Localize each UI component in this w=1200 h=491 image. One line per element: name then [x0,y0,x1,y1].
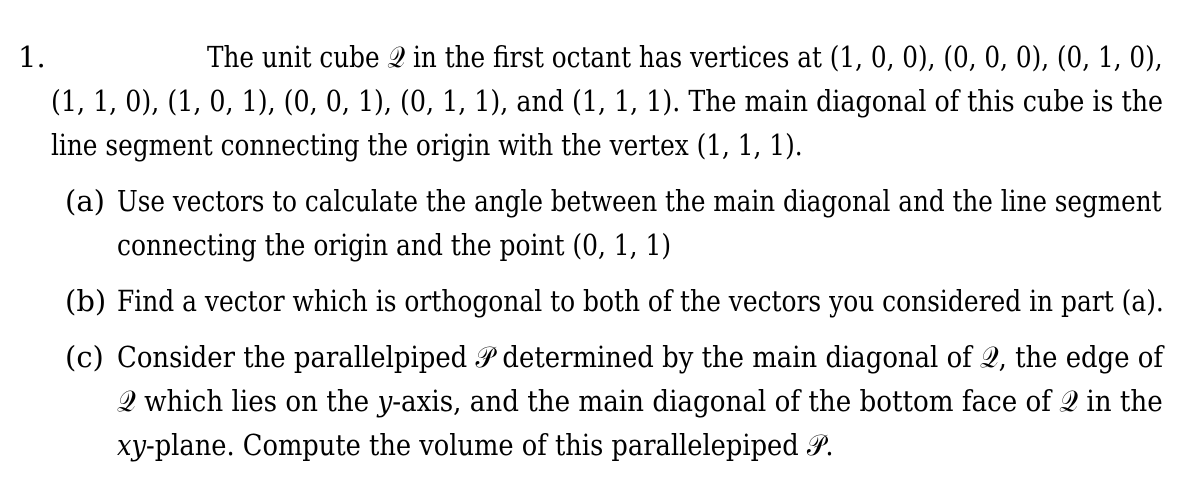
part-c-line-3: 𝑥𝑦-plane. Compute the volume of this parallelepiped 𝒫. [117,428,834,462]
intro-line-1: The unit cube 𝒬 in the first octant has vertices at (1, 0, 0), (0, 0, 0), (0, 1, 0), [207,40,1163,74]
part-a-line-1: Use vectors to calculate the angle between the main diagonal and the line segment [117,184,1162,218]
part-b-label: (b) [65,284,107,318]
part-c-line-2: 𝒬 which lies on the 𝑦-axis, and the main diagonal of the bottom face of 𝒬 in the [117,384,1163,418]
intro-line-2: (1, 1, 0), (1, 0, 1), (0, 0, 1), (0, 1, 1), and (1, 1, 1). The main diagonal of this cube is the [51,84,1164,118]
problem-number: 1. [18,40,46,74]
part-a-line-2: connecting the origin and the point (0, 1, 1) [117,228,672,262]
part-c-label: (c) [65,340,104,374]
part-c-line-1: Consider the parallelpiped 𝒫 determined by the main diagonal of 𝒬, the edge of [117,340,1163,374]
intro-line-3: line segment connecting the origin with the vertex (1, 1, 1). [51,128,803,162]
part-b-line-1: Find a vector which is orthogonal to both of the vectors you considered in part (a). [117,284,1164,318]
part-a-label: (a) [65,184,105,218]
